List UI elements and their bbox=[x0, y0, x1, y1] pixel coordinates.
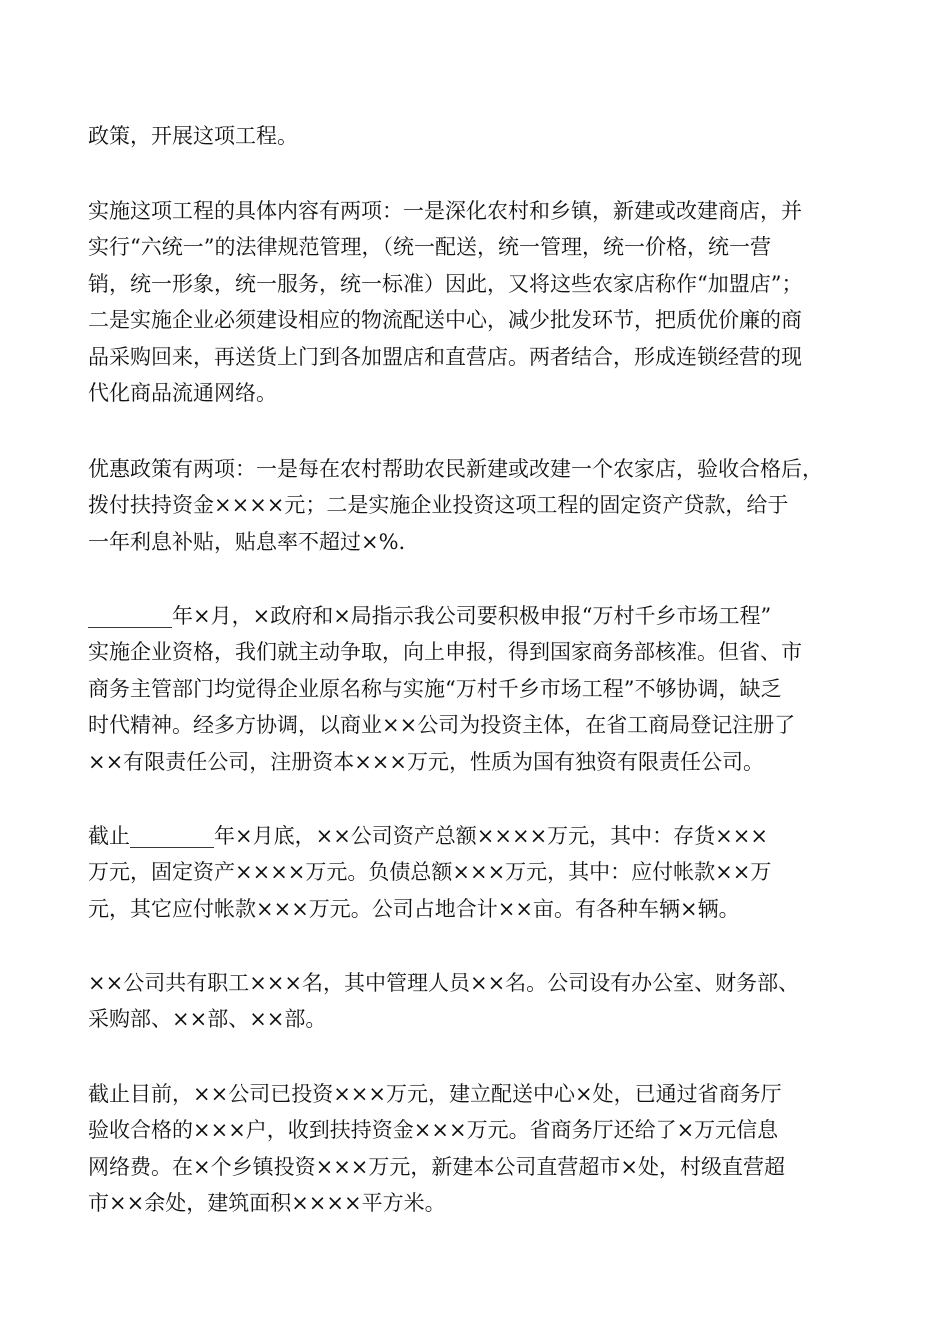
paragraph-preferential-policy: 优惠政策有两项：一是每在农村帮助农民新建或改建一个农家店，验收合格后， 拨付扶持资金××××元；二是实施企业投资这项工程的固定资产贷款，给于 一年利息补贴，贴息率不超过×%. bbox=[88, 457, 823, 554]
paragraph-investment-progress: 截止目前，××公司已投资×××万元，建立配送中心×处，已通过省商务厅 验收合格的×××户，收到扶持资金×××万元。省商务厅还给了×万元信息 网络费。在×个乡镇投资×××万元，新建本公司直营超市×处，村级直营超 市××余处，建筑面积××××平方米。 bbox=[88, 1082, 785, 1216]
paragraph-company-registration: ________年×月，×政府和×局指示我公司要积极申报“万村千乡市场工程” 实施企业资格，我们就主动争取，向上申报，得到国家商务部核准。但省、市 商务主管部门均觉得企业原名称与实施“万村千乡市场工程”不够协调，缺乏 时代精神。经多方协调，以商业××公司为投资主体，在省工商局登记注册了 ××有限责任公司，注册资本×××万元，性质为国有独资有限责任公司。 bbox=[88, 604, 802, 774]
paragraph-assets: 截止________年×月底，××公司资产总额××××万元，其中：存货××× 万元，固定资产××××万元。负债总额×××万元，其中：应付帐款××万 元，其它应付帐款×××万元。公司占地合计××亩。有各种车辆×辆。 bbox=[88, 824, 772, 921]
paragraph-project-content: 实施这项工程的具体内容有两项：一是深化农村和乡镇，新建或改建商店，并 实行“六统一”的法律规范管理，（统一配送，统一管理，统一价格，统一营 销，统一形象，统一服务，统一标准）因此，又将这些农家店称作“加盟店”； 二是实施企业必须建设相应的物流配送中心，减少批发环节，把质优价廉的商 品采购回来，再送货上门到各加盟店和直营店。两者结合，形成连锁经营的现 代化商品流通网络。 bbox=[88, 199, 803, 406]
paragraph-staff: ××公司共有职工×××名，其中管理人员××名。公司设有办公室、财务部、 采购部、××部、××部。 bbox=[88, 971, 800, 1032]
paragraph-policy-intro: 政策，开展这项工程。 bbox=[88, 124, 298, 148]
